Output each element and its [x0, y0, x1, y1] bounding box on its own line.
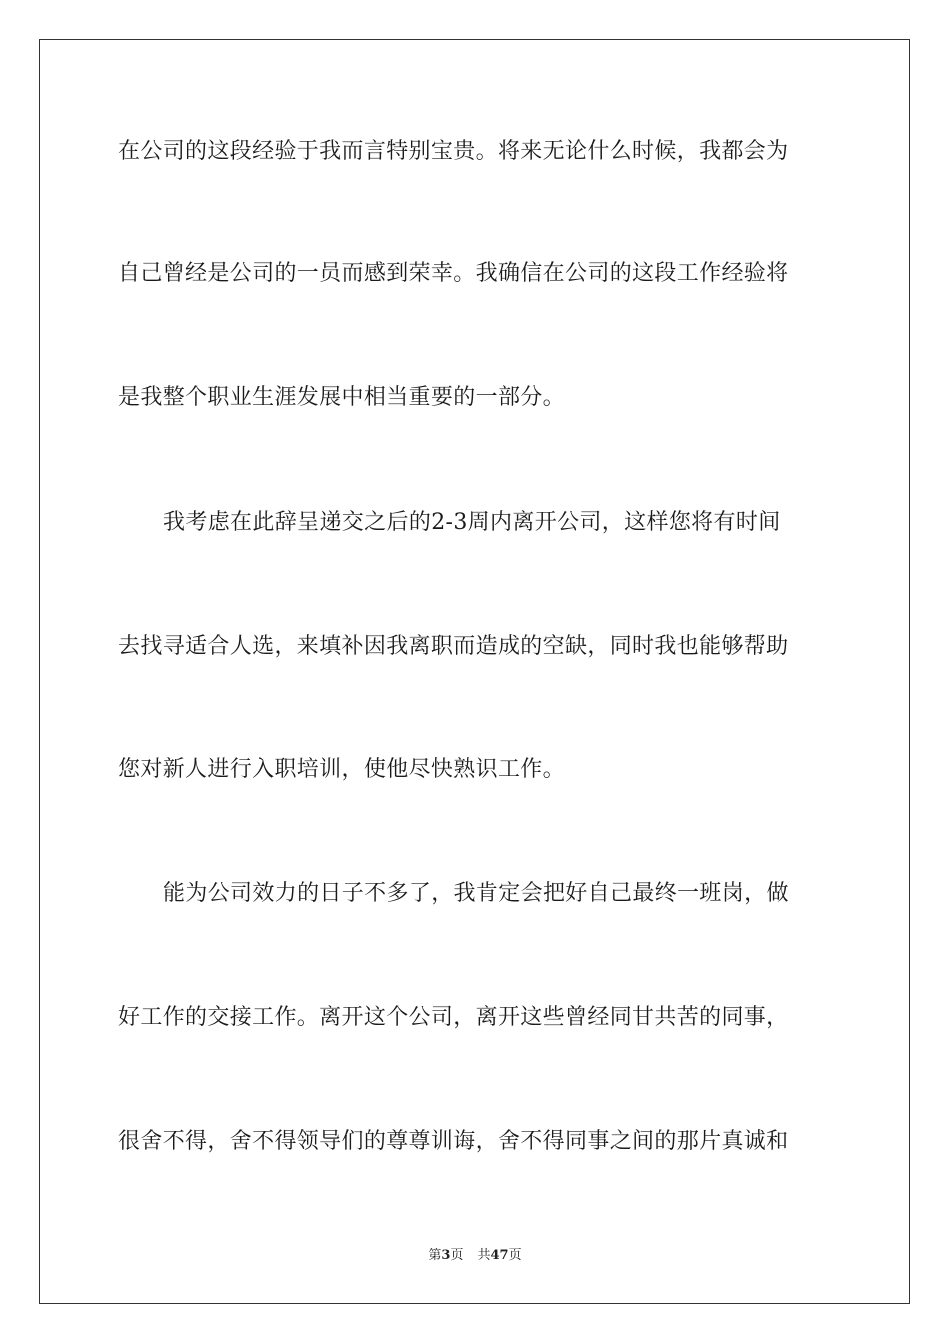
body-line-2: 自己曾经是公司的一员而感到荣幸。我确信在公司的这段工作经验将	[118, 261, 789, 286]
body-line-6: 您对新人进行入职培训，使他尽快熟识工作。	[118, 757, 566, 782]
footer-page-number: 3	[441, 1248, 451, 1263]
body-line-5: 去找寻适合人选，来填补因我离职而造成的空缺，同时我也能够帮助	[118, 634, 789, 659]
footer-total-prefix: 共	[477, 1248, 491, 1263]
body-line-7: 能为公司效力的日子不多了，我肯定会把好自己最终一班岗，做	[163, 881, 789, 906]
body-line-4: 我考虑在此辞呈递交之后的2-3周内离开公司，这样您将有时间	[163, 510, 781, 535]
footer-page-prefix: 第	[428, 1248, 442, 1263]
footer-total-pages: 47	[490, 1248, 509, 1263]
footer-page-suffix: 页	[450, 1248, 464, 1263]
page-footer	[0, 1247, 950, 1265]
footer-total-suffix: 页	[508, 1248, 522, 1263]
body-line-3: 是我整个职业生涯发展中相当重要的一部分。	[118, 385, 566, 410]
page-border	[39, 39, 910, 1304]
body-line-8: 好工作的交接工作。离开这个公司，离开这些曾经同甘共苦的同事，	[118, 1005, 789, 1030]
body-line-9: 很舍不得，舍不得领导们的尊尊训诲，舍不得同事之间的那片真诚和	[118, 1129, 789, 1154]
body-line-1: 在公司的这段经验于我而言特别宝贵。将来无论什么时候，我都会为	[118, 139, 789, 164]
